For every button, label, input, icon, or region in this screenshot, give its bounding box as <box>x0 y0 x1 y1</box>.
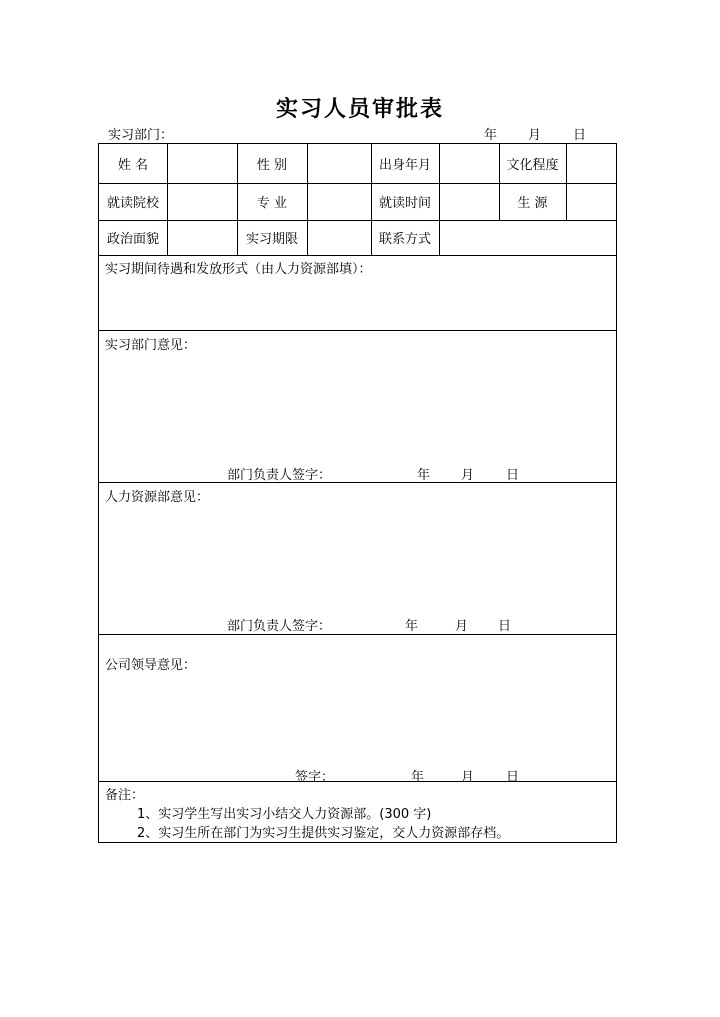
leader-sign-year: 年 <box>411 770 425 785</box>
major-label: 专 业 <box>256 196 288 211</box>
gender-field[interactable] <box>307 144 371 183</box>
study-time-field[interactable] <box>439 183 499 220</box>
header-day: 日 <box>573 128 587 143</box>
dept-sign-month: 月 <box>461 468 475 483</box>
dept-sign-label: 部门负责人签字： <box>227 468 332 483</box>
row-divider <box>99 634 616 635</box>
period-label: 实习期限 <box>245 232 298 247</box>
education-label: 文化程度 <box>506 158 559 173</box>
major-field[interactable] <box>307 183 371 220</box>
row-divider <box>99 255 616 256</box>
contact-label: 联系方式 <box>378 232 431 247</box>
politics-field[interactable] <box>167 220 237 255</box>
birth-label: 出身年月 <box>378 158 431 173</box>
study-time-label: 就读时间 <box>378 196 431 211</box>
hr-sign-label: 部门负责人签字： <box>227 619 332 634</box>
leader-sign-day: 日 <box>506 770 520 785</box>
school-label: 就读院校 <box>106 196 159 211</box>
hr-opinion-label: 人力资源部意见： <box>105 490 210 505</box>
row-divider <box>99 330 616 331</box>
row-divider <box>99 482 616 483</box>
school-field[interactable] <box>167 183 237 220</box>
hr-opinion-field[interactable] <box>99 502 616 612</box>
politics-label: 政治面貌 <box>106 232 159 247</box>
hr-sign-month: 月 <box>455 619 469 634</box>
dept-opinion-label: 实习部门意见： <box>105 338 197 353</box>
header-year: 年 <box>484 128 498 143</box>
gender-label: 性 别 <box>256 158 288 173</box>
origin-field[interactable] <box>566 183 616 220</box>
approval-form-table <box>98 143 617 843</box>
birth-field[interactable] <box>439 144 499 183</box>
contact-field[interactable] <box>439 220 616 255</box>
notes-label: 备注： <box>105 788 145 803</box>
note-item: 1、实习学生写出实习小结交人力资源部。(300 字) <box>137 807 432 822</box>
treatment-field[interactable] <box>99 274 616 330</box>
education-field[interactable] <box>566 144 616 183</box>
hr-sign-year: 年 <box>405 619 419 634</box>
name-label: 姓 名 <box>117 158 149 173</box>
dept-sign-year: 年 <box>417 468 431 483</box>
header-month: 月 <box>528 128 542 143</box>
treatment-label: 实习期间待遇和发放形式（由人力资源部填）： <box>105 262 372 277</box>
period-field[interactable] <box>307 220 371 255</box>
name-field[interactable] <box>167 144 237 183</box>
form-title: 实习人员审批表 <box>275 97 444 122</box>
leader-opinion-field[interactable] <box>99 670 616 762</box>
dept-sign-day: 日 <box>506 468 520 483</box>
dept-opinion-field[interactable] <box>99 350 616 460</box>
dept-label: 实习部门： <box>108 128 174 143</box>
leader-sign-month: 月 <box>461 770 475 785</box>
row-divider <box>99 781 616 782</box>
leader-sign-label: 签字： <box>295 770 335 785</box>
leader-opinion-label: 公司领导意见： <box>105 658 197 673</box>
hr-sign-day: 日 <box>498 619 512 634</box>
origin-label: 生 源 <box>517 196 548 211</box>
note-item: 2、实习生所在部门为实习生提供实习鉴定，交人力资源部存档。 <box>137 826 510 841</box>
